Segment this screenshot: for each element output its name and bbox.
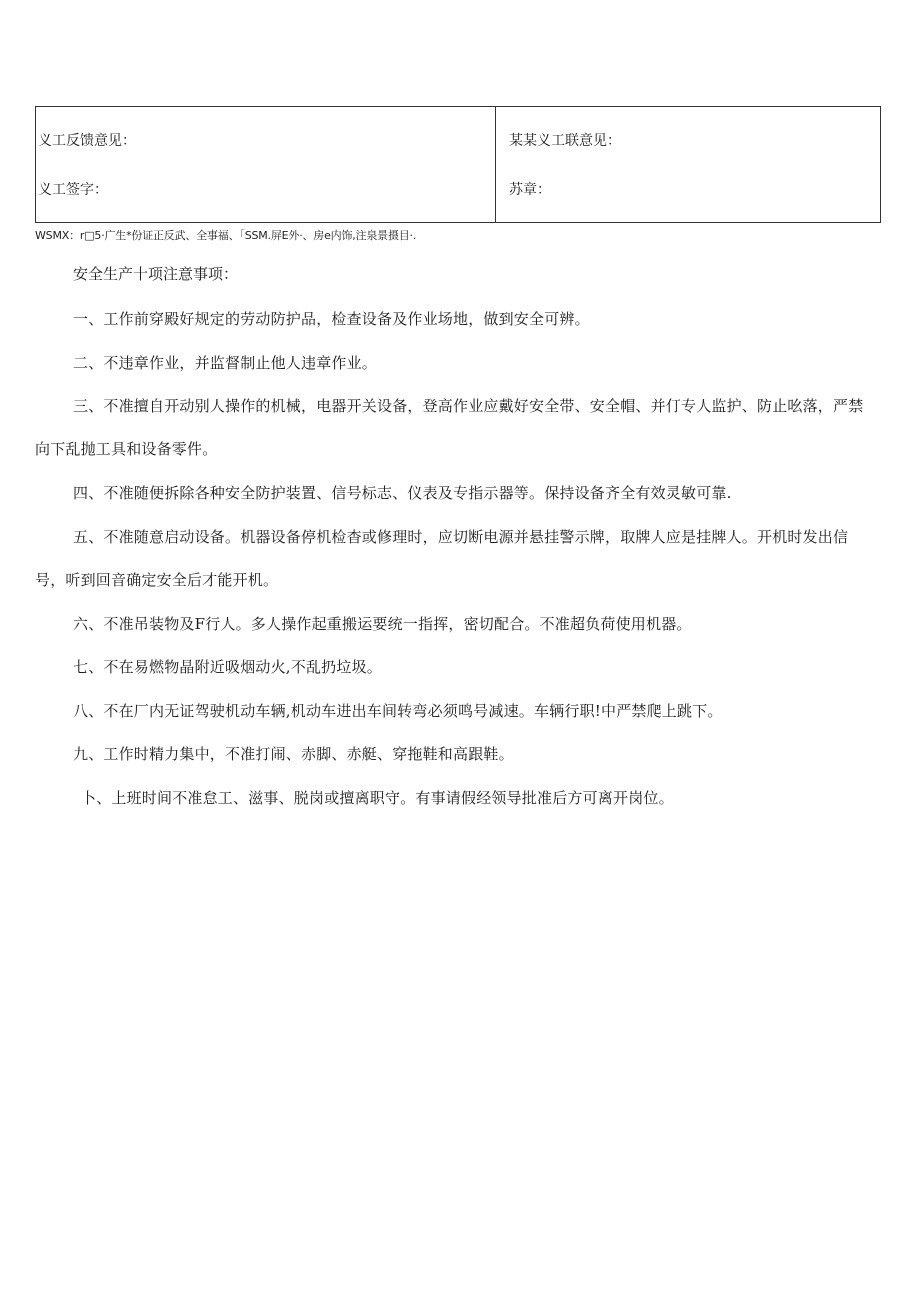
safety-item: 六、不准吊装物及F行人。多人操作起重搬运要统一指挥，密切配合。不准超负荷使用机器。	[73, 615, 692, 633]
association-seal-label: 苏章：	[509, 182, 551, 198]
association-cell	[496, 107, 880, 222]
safety-notice-title: 安全生产十项注意事项：	[73, 265, 239, 283]
volunteer-opinion-label: 义工反馈意见：	[38, 133, 136, 149]
safety-item: 八、不在厂内无证驾驶机动车辆,机动车进出车间转弯必须鸣号减速。车辆行职!中严禁爬上跳下。	[73, 702, 723, 720]
association-opinion-label: 某某义工联意见：	[509, 133, 621, 149]
volunteer-cell	[36, 107, 496, 222]
safety-item: 二、不违章作业，并监督制止他人违章作业。	[73, 354, 378, 372]
safety-item: 三、不准擅自开动别人操作的机械，电器开关设备，登高作业应戴好安全带、安全帽、并仃专人监护、防止吆落，严禁向下乱抛工具和设备零件。	[35, 397, 864, 458]
safety-item: 五、不准随意启动设备。机器设备停机检杳或修理时，应切断电源并悬挂警示牌，取牌人应是挂牌人。开机时发出信号，听到回音确定安全后才能开机。	[35, 528, 849, 589]
safety-item: 一、工作前穿殿好规定的劳动防护品，检查设备及作业场地，做到安全可辨。	[73, 310, 590, 328]
feedback-table	[35, 106, 881, 223]
safety-item: 七、不在易燃物晶附近吸烟动火,不乱扔垃圾。	[73, 658, 382, 676]
safety-item: 四、不准随便拆除各种安全防护装置、信号标志、仪表及专指示器等。保持设备齐全有效灵敏可靠.	[73, 484, 732, 502]
volunteer-signature-label: 义工签字：	[38, 182, 108, 198]
safety-item: 卜、上班时间不准怠工、滋事、脱岗或擅离职守。有事请假经领导批准后方可离开岗位。	[81, 789, 674, 807]
safety-item: 九、工作时精力集中，不准打闹、赤脚、赤艇、穿拖鞋和高跟鞋。	[73, 745, 514, 763]
table-footnote: WSMX：r□5·广生*份证正反武、全事福、「SSM.屏E外·、房e内饰,注泉景摄目·.	[35, 229, 417, 242]
